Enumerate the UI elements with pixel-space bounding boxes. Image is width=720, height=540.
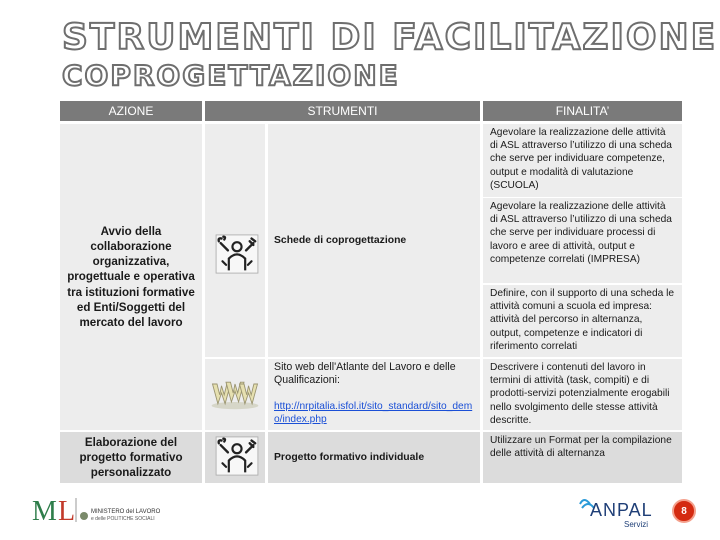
header-azione: AZIONE <box>60 101 202 121</box>
svg-text:e delle POLITICHE SOCIALI: e delle POLITICHE SOCIALI <box>91 516 155 522</box>
svg-text:ANPAL: ANPAL <box>590 500 653 520</box>
strumento-icon-cell-c <box>205 432 265 483</box>
strumento-icon-cell-b <box>205 359 265 430</box>
svg-text:M: M <box>32 496 57 526</box>
azione-cell-2: Elaborazione del progetto formativo personalizzato <box>60 432 202 483</box>
header-strumenti: STRUMENTI <box>205 101 480 121</box>
finalita-cell-5: Utilizzare un Format per la compilazione delle attività di alternanza <box>483 432 682 483</box>
header-finalita: FINALITA’ <box>483 101 682 121</box>
page-number-badge: 8 <box>672 499 696 523</box>
tools-person-icon <box>215 436 259 476</box>
strumento-icon-cell-a <box>205 124 265 357</box>
svg-text:MINISTERO del LAVORO: MINISTERO del LAVORO <box>91 509 161 515</box>
www-letters-icon <box>209 375 261 411</box>
tools-person-icon <box>215 234 259 274</box>
page-subtitle: COPROGETTAZIONE <box>62 59 400 92</box>
strumento-label-schede: Schede di coprogettazione <box>274 235 407 246</box>
strumento-label-atlante: Sito web dell'Atlante del Lavoro e delle Qualificazioni: <box>274 361 456 387</box>
svg-text:L: L <box>58 496 76 526</box>
finalita-cell-1: Agevolare la realizzazione delle attività di ASL attraverso l’utilizzo di una scheda che serve per individuare competenze, output e modalità di valutazione (SCUOLA) <box>483 124 682 197</box>
strumento-cell-c <box>268 432 480 483</box>
finalita-cell-4: Descrivere i contenuti del lavoro in termini di attività (task, compiti) e di prodotti-servizi potenzialmente erogabili nello svolgimento delle stesse attività descritte. <box>483 359 682 430</box>
finalita-cell-3: Definire, con il supporto di una scheda le attività comuni a scuola ed impresa: attività del percorso in alternanza, output, competenze e indicatori di riferimento correlati <box>483 285 682 357</box>
ministero-lavoro-logo <box>32 494 172 526</box>
ministero-logo-mark <box>32 494 172 526</box>
strumento-cell-b <box>268 359 480 430</box>
finalita-cell-2: Agevolare la realizzazione delle attività di ASL attraverso l’utilizzo di una scheda che serve per individuare processi di lavoro e aree di attività, output e competenze correlati (IMPRESA) <box>483 198 682 283</box>
anpal-logo-mark <box>578 494 663 530</box>
strumento-label-progetto: Progetto formativo individuale <box>274 452 425 463</box>
strumento-cell-a <box>268 124 480 357</box>
atlante-link[interactable]: http://nrpitalia.isfol.it/sito_standard/sito_demo/index.php <box>274 401 473 426</box>
azione-cell-1: Avvio della collaborazione organizzativa, progettuale e operativa tra istituzioni formative ed Enti/Soggetti del mercato del lavoro <box>60 124 202 430</box>
anpal-servizi-logo <box>578 494 663 530</box>
page-title: STRUMENTI DI FACILITAZIONE <box>62 17 718 58</box>
svg-text:Servizi: Servizi <box>624 520 649 529</box>
